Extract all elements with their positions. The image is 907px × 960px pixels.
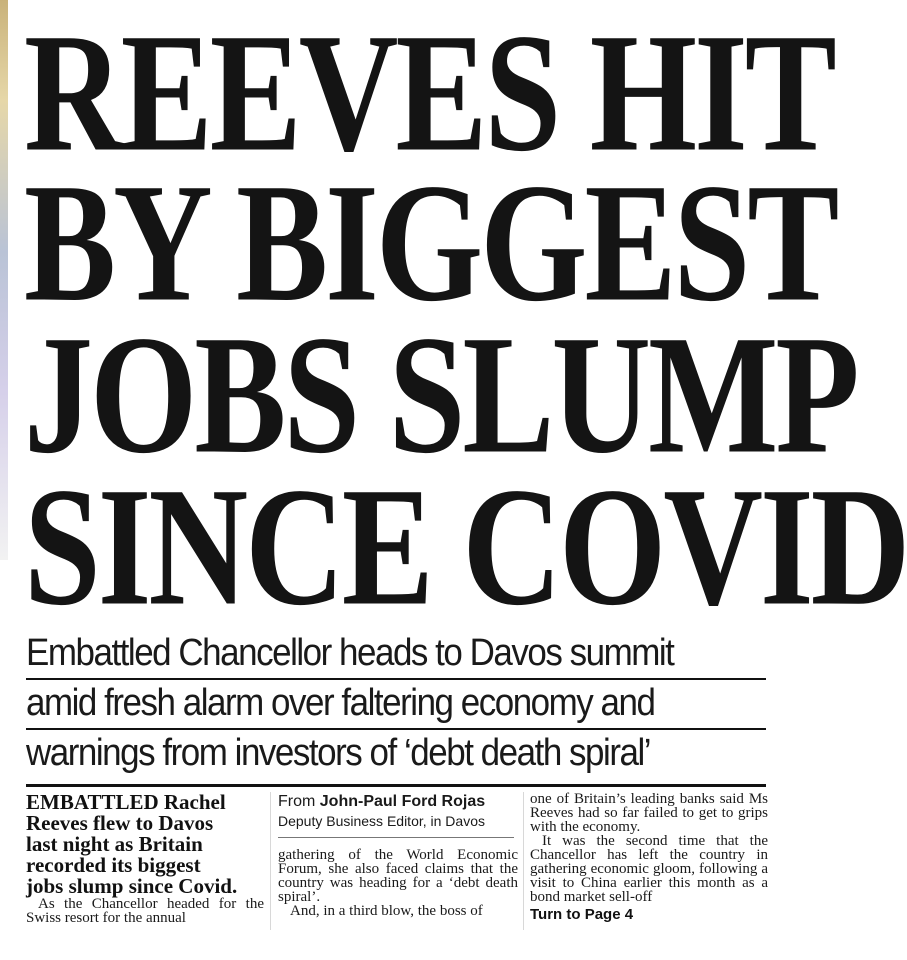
lead-line: last night as Britain — [26, 832, 203, 856]
byline — [278, 792, 518, 812]
lead-line: EMBATTLED Rachel — [26, 790, 226, 814]
standfirst-line-2: amid fresh alarm over faltering economy and — [26, 682, 655, 724]
lead-line: Reeves flew to Davos — [26, 811, 214, 835]
lead-paragraph — [26, 792, 264, 897]
byline-from: From — [278, 793, 316, 810]
section-divider — [26, 784, 766, 787]
article-column-2 — [278, 792, 518, 918]
body-paragraph: one of Britain’s leading banks said Ms Reeves had so far failed to get to grips with the economy. — [530, 791, 768, 835]
standfirst — [26, 630, 766, 778]
adjacent-page-edge — [0, 0, 8, 560]
byline-divider — [278, 837, 514, 838]
lead-line: recorded its biggest — [26, 853, 201, 877]
standfirst-line-3: warnings from investors of ‘debt death spiral’ — [26, 732, 651, 774]
headline-line-2: BY BIGGEST — [24, 148, 837, 337]
headline-line-3: JOBS SLUMP — [24, 300, 857, 489]
byline-author: John-Paul Ford Rojas — [319, 793, 486, 810]
headline-line-4: SINCE COVID — [24, 452, 907, 641]
body-paragraph: gathering of the World Economic Forum, she also faced claims that the country was heading for a ‘debt death spiral’. — [278, 847, 518, 905]
body-paragraph: And, in a third blow, the boss of — [290, 903, 483, 919]
body-paragraph: It was the second time that the Chancellor has left the country in gathering economic gloom, following a visit to China earlier this month as a bond market sell-off — [530, 833, 768, 905]
body-paragraph: As the Chancellor headed for the Swiss resort for the annual — [26, 896, 264, 926]
column-divider — [270, 792, 271, 930]
turn-to-page-link[interactable]: Turn to Page 4 — [530, 906, 634, 923]
standfirst-line-1: Embattled Chancellor heads to Davos summit — [26, 632, 674, 674]
column-divider — [523, 792, 524, 930]
article-column-1 — [26, 792, 264, 925]
byline-role: Deputy Business Editor, in Davos — [278, 813, 485, 829]
article-column-3 — [530, 792, 768, 924]
headline-line-1: REEVES HIT — [24, 0, 834, 187]
lead-line: jobs slump since Covid. — [26, 874, 238, 898]
